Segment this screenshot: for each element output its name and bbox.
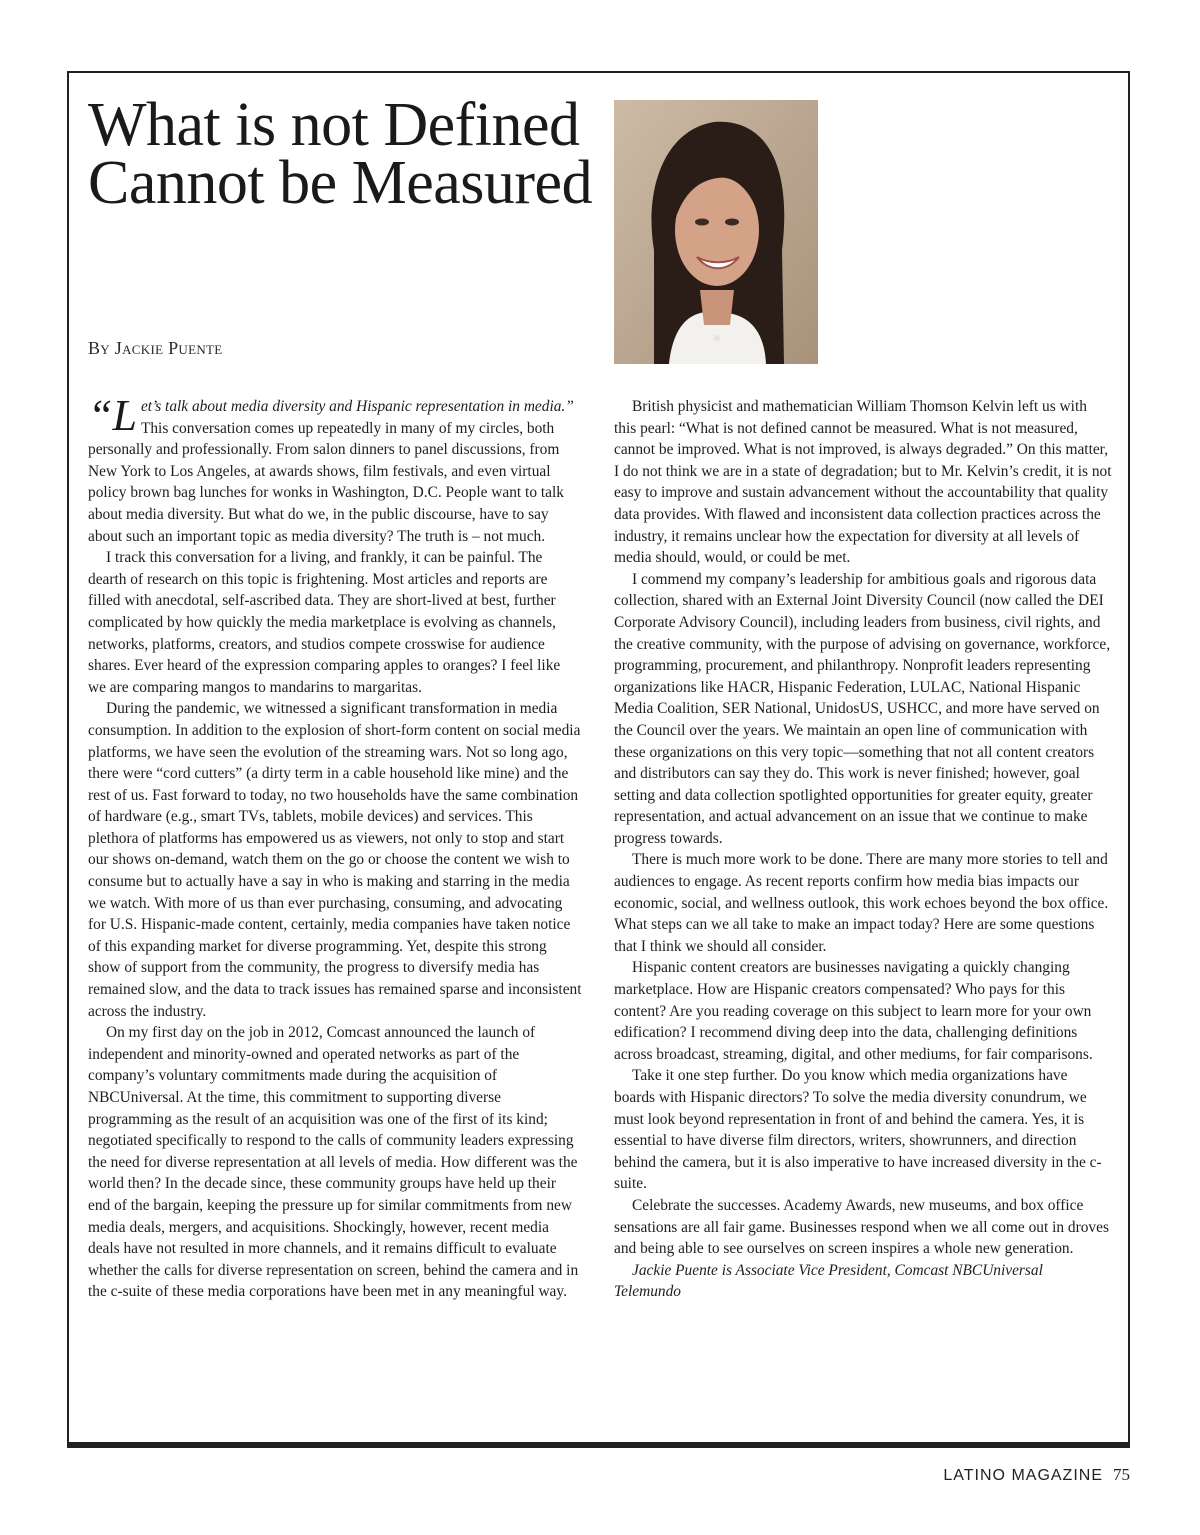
paragraph: Hispanic content creators are businesses navigating a quickly changing marketplace. How are Hispanic creators compensated? Who pays for this content? Are you reading coverage on this subject to learn more for your own edification? I recommend diving deep into the data, challenging definitions across broadcast, streaming, digital, and other mediums, for fair comparisons.: [614, 959, 1093, 1063]
paragraph: On my first day on the job in 2012, Comcast announced the launch of independent and minority-owned and operated networks as part of the company’s voluntary commitments made during the acquisition of NBCUniversal. At the time, this commitment to supporting diverse programming as the result of an acquisition was one of the first of its kind; negotiated specifically to respond to the calls of community leaders expressing the need for diverse representation at all levels of media. How different was the world then? In the decade since, these community groups have held up their end of the bargain, keeping the pressure up for similar commitments from new media deals, mergers, and acquisitions. Shockingly, however, recent media deals have not resulted in more channels, and it remains difficult to evaluate whether the calls for diverse representation on screen, behind the camera and in the c-suite of these media corporations have been met in any meaningful way.: [88, 1024, 579, 1301]
intro-quote: et’s talk about media diversity and Hispanic representation in media.”: [140, 398, 574, 415]
article-column-right: [614, 396, 1112, 1303]
drop-cap: “L: [88, 391, 137, 440]
paragraph-text: This conversation comes up repeatedly in many of my circles, both personally and professionally. From salon dinners to panel discussions, from New York to Los Angeles, at awards shows, film festivals, and even virtual policy brown bag lunches for wonks in Washington, D.C. People want to talk about media diversity. But what do we, in the public discourse, have to say about such an important topic as media diversity? The truth is – not much.: [88, 419, 564, 545]
publication-name: LATINO MAGAZINE: [943, 1467, 1103, 1484]
intro-paragraph: [88, 391, 582, 547]
article-column-left: [88, 391, 582, 1303]
paragraph: I commend my company’s leadership for ambitious goals and rigorous data collection, shared with an External Joint Diversity Council (now called the DEI Corporate Advisory Council), including leaders from business, civil rights, and the creative community, with the purpose of advising on governance, workforce, programming, procurement, and philanthropy. Nonprofit leaders representing organizations like HACR, Hispanic Federation, LULAC, National Hispanic Media Coalition, SER National, UnidosUS, USHCC, and more have served on the Council over the years. We maintain an open line of communication with these organizations on this very topic—something that not all content creators and distributors can say they do. This work is never finished; however, goal setting and data collection spotlighted opportunities for greater equity, greater representation, and actual advancement on an issue that we continue to make progress towards.: [614, 570, 1111, 847]
page-footer: [943, 1465, 1130, 1485]
paragraph: I track this conversation for a living, and frankly, it can be painful. The dearth of research on this topic is frightening. Most articles and reports are filled with anecdotal, self-ascribed data. They are short-lived at best, further complicated by how quickly the media marketplace is evolving as channels, networks, platforms, creators, and studios compete crosswise for audience shares. Ever heard of the expression comparing apples to oranges? I feel like we are comparing mangos to mandarins to margaritas.: [88, 549, 561, 696]
paragraph: Take it one step further. Do you know which media organizations have boards with Hispanic directors? To solve the media diversity conundrum, we must look beyond representation in front of and behind the camera. Yes, it is essential to have diverse film directors, writers, showrunners, and direction behind the camera, but it is also imperative to have increased diversity in the c-suite.: [614, 1067, 1102, 1193]
paragraph: British physicist and mathematician William Thomson Kelvin left us with this pearl: “What is not defined cannot be measured. What is not measured, cannot be improved. What is not improved, is always degraded.” On this matter, I do not think we are in a state of degradation; but to Mr. Kelvin’s credit, it is not easy to improve and sustain advancement without the accountability that quality data provides. With flawed and inconsistent data collection practices across the industry, it remains unclear how the expectation for diversity at all levels of media should, would, or could be met.: [614, 398, 1112, 567]
paragraph: There is much more work to be done. There are many more stories to tell and audiences to engage. As recent reports confirm how media bias impacts our economic, social, and wellness outlook, this work echoes beyond the box office. What steps can we all take to make an impact today? Here are some questions that I think we should all consider.: [614, 851, 1109, 955]
page-number: 75: [1113, 1465, 1130, 1484]
author-photo: [614, 100, 818, 364]
article-title: What is not Defined Cannot be Measured: [88, 91, 593, 217]
paragraph: Celebrate the successes. Academy Awards, new museums, and box office sensations are all fair game. Businesses respond when we all come out in droves and being able to see ourselves on screen inspires a whole new generation.: [614, 1196, 1109, 1258]
paragraph: During the pandemic, we witnessed a significant transformation in media consumption. In addition to the explosion of short-form content on social media platforms, we have seen the evolution of the streaming wars. Not so long ago, there were “cord cutters” (a dirty term in a cable household like mine) and the rest of us. Fast forward to today, no two households have the same combination of hardware (e.g., smart TVs, tablets, mobile devices) and services. This plethora of platforms has empowered us as viewers, not only to stop and start our shows on-demand, watch them on the go or choose the content we wish to consume but to actually have a say in who is making and starring in the media we watch. With more of us than ever purchasing, consuming, and advocating for U.S. Hispanic-made content, certainly, media companies have taken notice of this expanding market for diverse programming. Yet, despite this strong show of support from the community, the progress to diversify media has remained slow, and the data to track issues has remained sparse and inconsistent across the industry.: [88, 700, 582, 1020]
article-byline: By Jackie Puente: [88, 338, 223, 358]
author-bio: Jackie Puente is Associate Vice President, Comcast NBCUniversal Telemundo: [614, 1261, 1043, 1301]
